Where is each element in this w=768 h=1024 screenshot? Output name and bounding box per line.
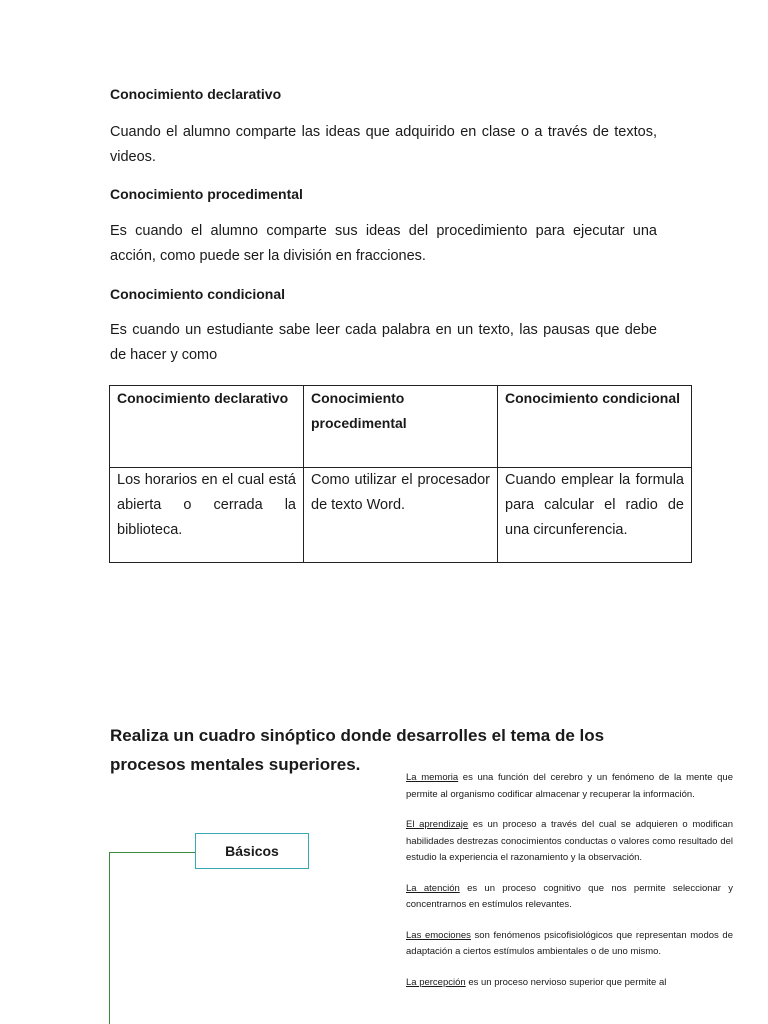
diagram-connector-horizontal — [109, 852, 195, 853]
definition-text: es una función del cerebro y un fenómeno de la mente que permite al organismo codificar almacenar y recuperar la información. — [406, 772, 733, 800]
definition-term: La atención — [406, 882, 460, 894]
diagram-connector-vertical — [109, 852, 110, 1024]
table-header-cell: Conocimiento condicional — [498, 386, 692, 468]
definitions-list — [406, 770, 733, 1005]
table-header-row — [110, 386, 692, 468]
definition-atencion — [406, 881, 733, 914]
diagram-box-basicos: Básicos — [195, 833, 309, 869]
definition-percepcion — [406, 975, 733, 992]
definition-text: son fenómenos psicofisiológicos que representan modos de adaptación a ciertos estímulos ambientales o de uno mismo. — [406, 929, 733, 957]
table-cell: Cuando emplear la formula para calcular el radio de una circunferencia. — [498, 468, 692, 563]
definition-term: El aprendizaje — [406, 819, 469, 830]
table-row — [110, 468, 692, 563]
heading-procedimental: Conocimiento procedimental — [110, 186, 303, 202]
heading-condicional: Conocimiento condicional — [110, 286, 286, 302]
table-cell: Los horarios en el cual está abierta o cerrada la biblioteca. — [110, 468, 304, 563]
paragraph-procedimental: Es cuando el alumno comparte sus ideas del procedimiento para ejecutar una acción, como puede ser la división en fracciones. — [110, 223, 657, 264]
definition-text: es un proceso cognitivo que nos permite seleccionar y concentrarnos en estímulos relevantes. — [406, 882, 734, 910]
definition-memoria — [406, 770, 733, 803]
definition-term: La memoria — [406, 772, 459, 783]
table-header-cell: Conocimiento declarativo — [110, 386, 304, 468]
table-header-cell: Conocimiento procedimental — [304, 386, 498, 468]
definition-text: es un proceso nervioso superior que permite al — [465, 976, 667, 988]
definition-emociones — [406, 928, 733, 961]
definition-aprendizaje — [406, 817, 733, 867]
paragraph-declarativo: Cuando el alumno comparte las ideas que adquirido en clase o a través de textos, videos. — [110, 124, 657, 165]
task-title: Realiza un cuadro sinóptico donde desarrolles el tema de los procesos mentales superiores. — [110, 726, 605, 774]
definition-term: Las emociones — [406, 929, 471, 941]
knowledge-table — [109, 385, 692, 563]
heading-declarativo: Conocimiento declarativo — [110, 86, 282, 102]
table-cell: Como utilizar el procesador de texto Word. — [304, 468, 498, 563]
paragraph-condicional: Es cuando un estudiante sabe leer cada palabra en un texto, las pausas que debe de hacer y como — [110, 322, 657, 363]
definition-text: es un proceso a través del cual se adquieren o modifican habilidades destrezas conocimientos conductas o valores como resultado del estudio la experiencia el razonamiento y la observación. — [406, 819, 733, 863]
definition-term: La percepción — [406, 976, 466, 988]
